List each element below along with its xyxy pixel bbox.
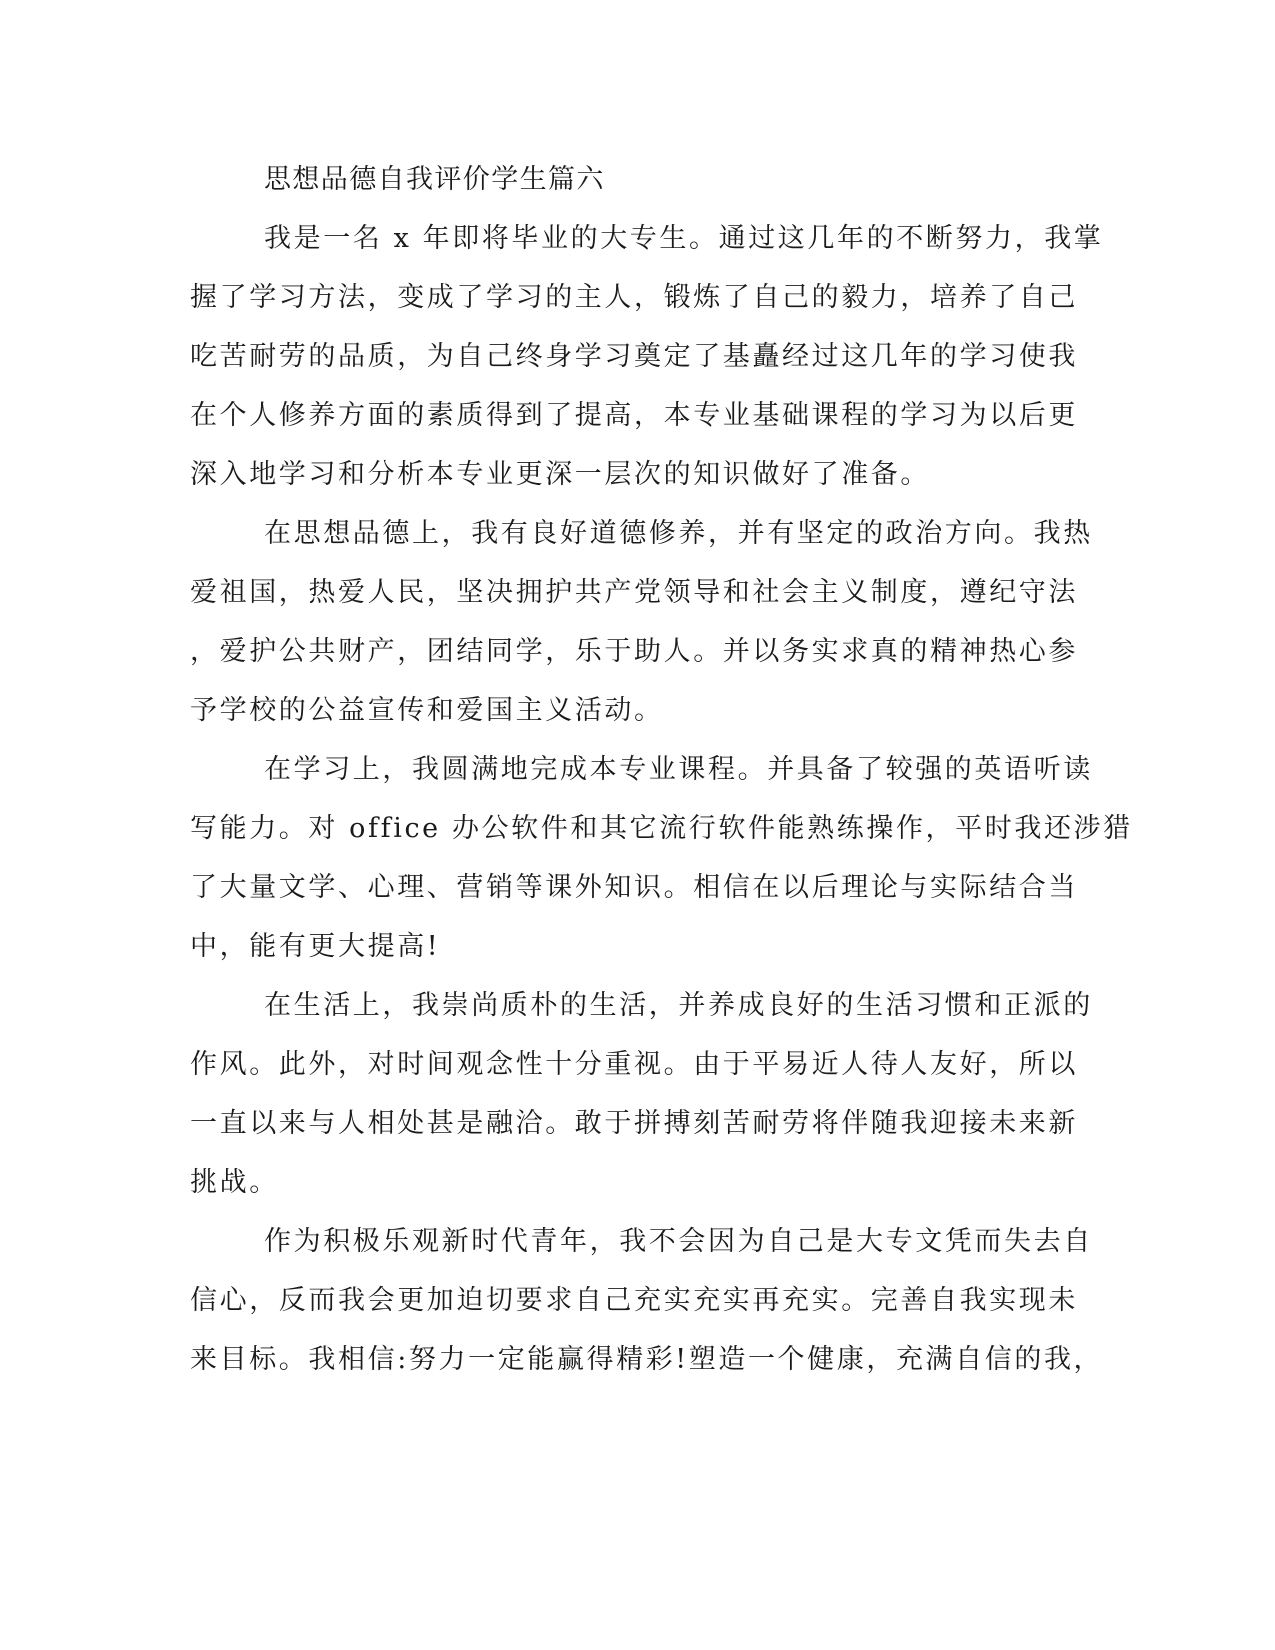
paragraph-line: 挑战。	[190, 1167, 279, 1198]
paragraph-line: 我是一名 x 年即将毕业的大专生。通过这几年的不断努力，我掌	[264, 223, 1104, 254]
paragraph-line: 写能力。对 office 办公软件和其它流行软件能熟练操作，平时我还涉猎	[190, 813, 1133, 844]
paragraph-line: 爱祖国，热爱人民，坚决拥护共产党领导和社会主义制度，遵纪守法	[190, 577, 1078, 608]
paragraph-line: 予学校的公益宣传和爱国主义活动。	[190, 695, 664, 726]
paragraph-line: 在个人修养方面的素质得到了提高，本专业基础课程的学习为以后更	[190, 400, 1078, 431]
paragraph-line: 作为积极乐观新时代青年，我不会因为自己是大专文凭而失去自	[264, 1226, 1093, 1257]
paragraph-line: 吃苦耐劳的品质，为自己终身学习奠定了基矗经过这几年的学习使我	[190, 341, 1078, 372]
paragraph-line: 来目标。我相信:努力一定能赢得精彩!塑造一个健康，充满自信的我，	[190, 1344, 1104, 1375]
paragraph-line: 深入地学习和分析本专业更深一层次的知识做好了准备。	[190, 459, 930, 490]
paragraph-line: ，爱护公共财产，团结同学，乐于助人。并以务实求真的精神热心参	[190, 636, 1078, 667]
paragraph-line: 了大量文学、心理、营销等课外知识。相信在以后理论与实际结合当	[190, 872, 1078, 903]
paragraph-line: 作风。此外，对时间观念性十分重视。由于平易近人待人友好，所以	[190, 1049, 1078, 1080]
paragraph-line: 在学习上，我圆满地完成本专业课程。并具备了较强的英语听读	[264, 754, 1093, 785]
paragraph-line: 握了学习方法，变成了学习的主人，锻炼了自己的毅力，培养了自己	[190, 282, 1078, 313]
paragraph-line: 信心，反而我会更加迫切要求自己充实充实再充实。完善自我实现未	[190, 1285, 1078, 1316]
paragraph-line: 中，能有更大提高!	[190, 931, 441, 962]
document-title: 思想品德自我评价学生篇六	[264, 164, 605, 195]
paragraph-line: 在思想品德上，我有良好道德修养，并有坚定的政治方向。我热	[264, 518, 1093, 549]
paragraph-line: 在生活上，我崇尚质朴的生活，并养成良好的生活习惯和正派的	[264, 990, 1093, 1021]
paragraph-line: 一直以来与人相处甚是融洽。敢于拼搏刻苦耐劳将伴随我迎接未来新	[190, 1108, 1078, 1139]
